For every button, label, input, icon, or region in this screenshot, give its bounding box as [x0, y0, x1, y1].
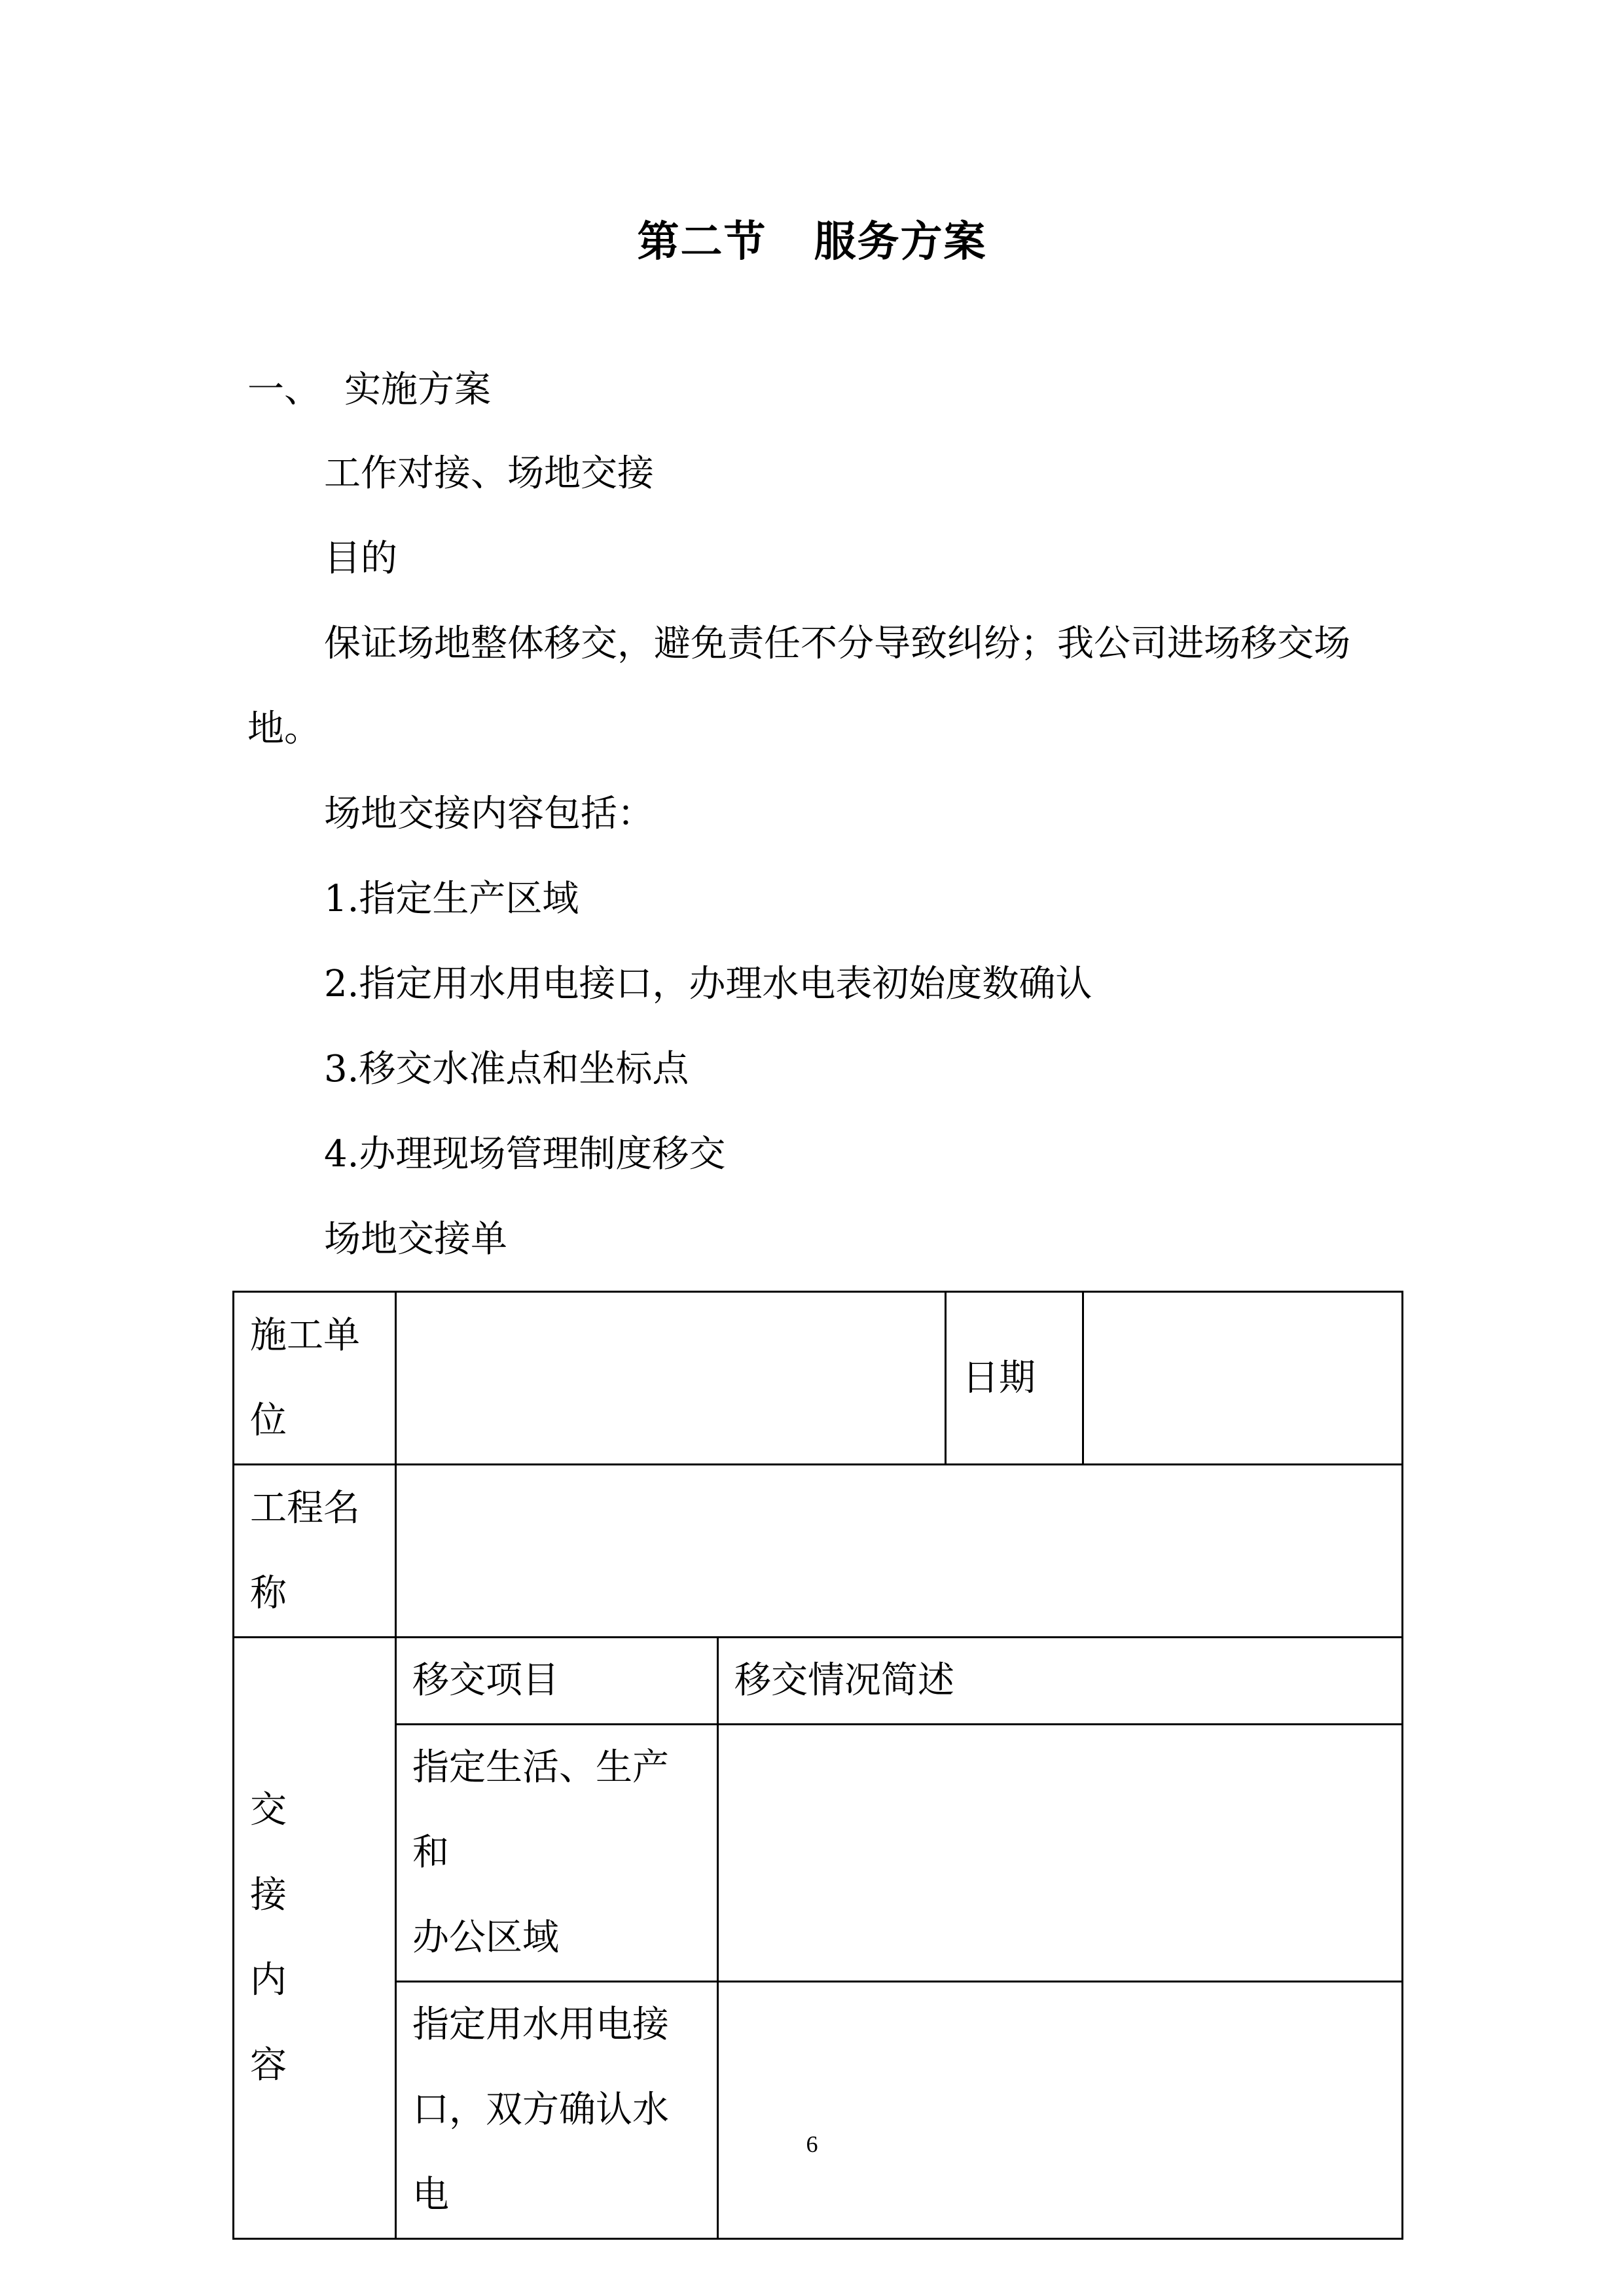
- paragraph-purpose: 目的: [324, 537, 397, 580]
- handover-label-char-2: 接: [250, 1874, 287, 1916]
- column-header-description: 移交情况简述: [718, 1638, 1403, 1725]
- list-item-1: 1.指定生产区域: [324, 878, 579, 920]
- title-part-2: 服务方案: [814, 218, 987, 266]
- unit-label-line-1: 施工单: [250, 1314, 360, 1357]
- list-item-3: 3.移交水准点和坐标点: [324, 1048, 689, 1090]
- section-number: 一、: [247, 368, 321, 411]
- row-area-item-cell: [396, 1725, 718, 1982]
- unit-value-cell[interactable]: [396, 1292, 946, 1465]
- list-item-4: 4.办理现场管理制度移交: [324, 1133, 726, 1175]
- table-row-header: [234, 1638, 1403, 1725]
- row-utility-item-line-1: 指定用水用电接: [412, 2003, 669, 2046]
- handover-form-table: [232, 1291, 1403, 2240]
- list-item-2: 2.指定用水用电接口，办理水电表初始度数确认: [324, 963, 1092, 1005]
- page-title: [0, 208, 1624, 268]
- paragraph-handover-work: 工作对接、场地交接: [324, 452, 654, 495]
- project-label-line-1: 工程名: [250, 1486, 360, 1530]
- row-utility-item-line-2: 口，双方确认水电: [412, 2089, 669, 2216]
- unit-label-cell: [234, 1292, 396, 1465]
- row-area-description-cell[interactable]: [718, 1725, 1403, 1982]
- paragraph-purpose-text-line-2: 地。: [247, 708, 321, 750]
- paragraph-contents-intro: 场地交接内容包括：: [324, 793, 654, 835]
- handover-label-char-1: 交: [250, 1789, 287, 1831]
- handover-label-char-3: 内: [250, 1959, 287, 2001]
- page-number: 6: [806, 2131, 818, 2157]
- table-row-area: [234, 1725, 1403, 1982]
- project-value-cell[interactable]: [396, 1465, 1403, 1638]
- project-label-cell: [234, 1465, 396, 1638]
- row-area-item-line-2: 办公区域: [412, 1916, 559, 1959]
- handover-label-char-4: 容: [250, 2044, 287, 2087]
- date-label-cell: 日期: [946, 1292, 1083, 1465]
- table-caption: 场地交接单: [324, 1218, 507, 1261]
- paragraph-purpose-text-line-1: 保证场地整体移交，避免责任不分导致纠纷；我公司进场移交场: [324, 622, 1350, 665]
- section-heading: [247, 367, 491, 414]
- title-part-1: 第二节: [637, 218, 767, 266]
- table-row-unit: [234, 1292, 1403, 1465]
- table-row-utility: [234, 1982, 1403, 2239]
- unit-label-line-2: 位: [250, 1399, 287, 1442]
- row-area-item-line-1: 指定生活、生产和: [412, 1746, 669, 1874]
- row-utility-item-cell: [396, 1982, 718, 2239]
- column-header-item: 移交项目: [396, 1638, 718, 1725]
- date-value-cell[interactable]: [1083, 1292, 1403, 1465]
- section-heading-text: 实施方案: [344, 368, 491, 411]
- project-label-line-2: 称: [250, 1571, 287, 1615]
- table-row-project: [234, 1465, 1403, 1638]
- row-utility-description-cell[interactable]: [718, 1982, 1403, 2239]
